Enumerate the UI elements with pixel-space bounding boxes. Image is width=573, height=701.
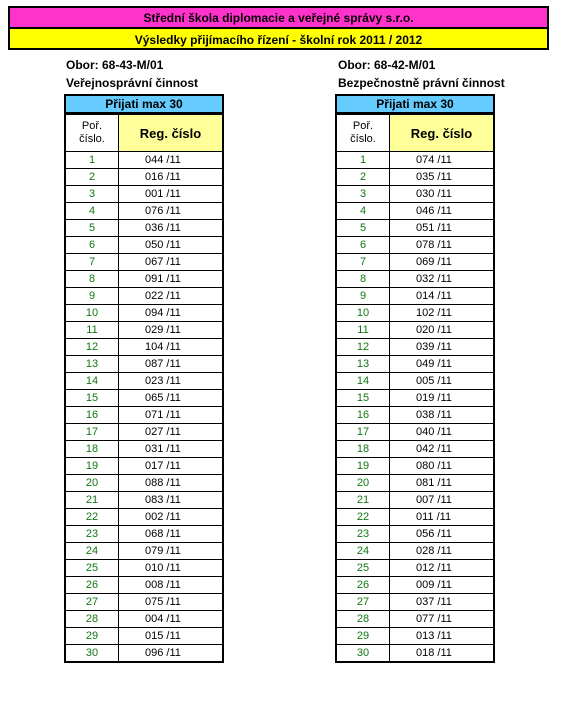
reg-number: 102 /11 <box>390 305 495 322</box>
order-number: 23 <box>336 526 390 543</box>
table-row <box>65 339 223 356</box>
order-number: 18 <box>336 441 390 458</box>
results-title-bar <box>8 27 549 50</box>
program-name-left: Veřejnosprávní činnost <box>66 76 199 90</box>
max-admitted-label: Přijati max 30 <box>335 94 495 114</box>
reg-number: 049 /11 <box>390 356 495 373</box>
order-number: 26 <box>65 577 119 594</box>
table-row <box>336 475 494 492</box>
table-row <box>65 288 223 305</box>
reg-number: 019 /11 <box>390 390 495 407</box>
table-row <box>65 577 223 594</box>
reg-number: 037 /11 <box>390 594 495 611</box>
table-row <box>65 237 223 254</box>
reg-number: 027 /11 <box>119 424 224 441</box>
order-number: 30 <box>65 645 119 663</box>
school-title: Střední škola diplomacie a veřejné správy s.r.o. <box>143 11 414 25</box>
table-row <box>65 152 223 169</box>
order-number: 22 <box>336 509 390 526</box>
table-row <box>336 509 494 526</box>
admitted-table <box>64 114 224 663</box>
order-number: 20 <box>336 475 390 492</box>
order-number: 22 <box>65 509 119 526</box>
reg-number: 029 /11 <box>119 322 224 339</box>
table-row <box>336 594 494 611</box>
table-row <box>65 645 223 663</box>
table-row <box>65 458 223 475</box>
table-row <box>65 169 223 186</box>
order-number: 10 <box>65 305 119 322</box>
reg-number: 071 /11 <box>119 407 224 424</box>
order-number: 13 <box>336 356 390 373</box>
reg-number: 004 /11 <box>119 611 224 628</box>
table-row <box>336 628 494 645</box>
table-row <box>65 271 223 288</box>
order-number: 28 <box>65 611 119 628</box>
reg-number: 069 /11 <box>390 254 495 271</box>
reg-number: 087 /11 <box>119 356 224 373</box>
order-number: 3 <box>65 186 119 203</box>
reg-number: 017 /11 <box>119 458 224 475</box>
table-row <box>65 441 223 458</box>
table-row <box>65 390 223 407</box>
table-row <box>65 322 223 339</box>
table-row <box>336 203 494 220</box>
table-row <box>336 492 494 509</box>
admitted-table <box>335 114 495 663</box>
table-row <box>336 305 494 322</box>
reg-number: 016 /11 <box>119 169 224 186</box>
reg-number: 077 /11 <box>390 611 495 628</box>
table-row <box>65 509 223 526</box>
table-row <box>336 152 494 169</box>
table-row <box>65 356 223 373</box>
reg-number: 065 /11 <box>119 390 224 407</box>
order-number: 17 <box>65 424 119 441</box>
reg-number-header: Reg. číslo <box>119 115 224 152</box>
order-number: 9 <box>336 288 390 305</box>
order-number: 10 <box>336 305 390 322</box>
order-number: 4 <box>336 203 390 220</box>
reg-number: 008 /11 <box>119 577 224 594</box>
reg-number: 005 /11 <box>390 373 495 390</box>
reg-number: 001 /11 <box>119 186 224 203</box>
order-number: 13 <box>65 356 119 373</box>
table-row <box>336 254 494 271</box>
reg-number: 002 /11 <box>119 509 224 526</box>
order-number: 7 <box>336 254 390 271</box>
order-number: 5 <box>65 220 119 237</box>
order-number: 14 <box>65 373 119 390</box>
reg-number: 030 /11 <box>390 186 495 203</box>
table-row <box>65 628 223 645</box>
table-row <box>336 458 494 475</box>
reg-number: 094 /11 <box>119 305 224 322</box>
program-name-right: Bezpečnostně právní činnost <box>338 76 505 90</box>
reg-number: 079 /11 <box>119 543 224 560</box>
reg-number: 076 /11 <box>119 203 224 220</box>
reg-number: 096 /11 <box>119 645 224 663</box>
reg-number: 011 /11 <box>390 509 495 526</box>
reg-number: 036 /11 <box>119 220 224 237</box>
reg-number: 091 /11 <box>119 271 224 288</box>
table-row <box>336 560 494 577</box>
reg-number: 081 /11 <box>390 475 495 492</box>
order-number: 6 <box>336 237 390 254</box>
order-number: 2 <box>336 169 390 186</box>
reg-number: 046 /11 <box>390 203 495 220</box>
reg-number: 035 /11 <box>390 169 495 186</box>
order-number: 6 <box>65 237 119 254</box>
order-number: 25 <box>336 560 390 577</box>
table-row <box>65 560 223 577</box>
order-number: 21 <box>336 492 390 509</box>
admitted-list-left <box>64 94 224 663</box>
order-number: 30 <box>336 645 390 663</box>
obor-code-right: Obor: 68-42-M/01 <box>338 58 436 72</box>
reg-number: 044 /11 <box>119 152 224 169</box>
reg-number: 068 /11 <box>119 526 224 543</box>
reg-number: 014 /11 <box>390 288 495 305</box>
table-row <box>336 645 494 663</box>
table-row <box>336 390 494 407</box>
table-row <box>336 271 494 288</box>
order-number: 27 <box>65 594 119 611</box>
order-number: 9 <box>65 288 119 305</box>
order-number: 21 <box>65 492 119 509</box>
order-number: 28 <box>336 611 390 628</box>
table-row <box>65 407 223 424</box>
table-row <box>336 407 494 424</box>
reg-number: 032 /11 <box>390 271 495 288</box>
order-number: 1 <box>65 152 119 169</box>
table-header-row <box>65 115 223 152</box>
reg-number-header: Reg. číslo <box>390 115 495 152</box>
reg-number: 067 /11 <box>119 254 224 271</box>
table-row <box>336 424 494 441</box>
order-number: 20 <box>65 475 119 492</box>
reg-number: 083 /11 <box>119 492 224 509</box>
table-row <box>65 203 223 220</box>
order-number: 15 <box>336 390 390 407</box>
reg-number: 022 /11 <box>119 288 224 305</box>
admitted-list-right <box>335 94 495 663</box>
order-number: 18 <box>65 441 119 458</box>
table-row <box>336 526 494 543</box>
table-row <box>65 526 223 543</box>
table-row <box>336 356 494 373</box>
table-row <box>336 373 494 390</box>
order-number-header: Poř. číslo. <box>336 115 390 152</box>
reg-number: 104 /11 <box>119 339 224 356</box>
reg-number: 009 /11 <box>390 577 495 594</box>
reg-number: 023 /11 <box>119 373 224 390</box>
table-row <box>65 475 223 492</box>
table-row <box>336 237 494 254</box>
school-title-bar <box>8 6 549 28</box>
order-number: 4 <box>65 203 119 220</box>
reg-number: 050 /11 <box>119 237 224 254</box>
order-number: 27 <box>336 594 390 611</box>
reg-number: 040 /11 <box>390 424 495 441</box>
order-number: 12 <box>336 339 390 356</box>
order-number: 2 <box>65 169 119 186</box>
reg-number: 010 /11 <box>119 560 224 577</box>
order-number: 15 <box>65 390 119 407</box>
reg-number: 012 /11 <box>390 560 495 577</box>
table-row <box>65 424 223 441</box>
reg-number: 020 /11 <box>390 322 495 339</box>
order-number: 11 <box>65 322 119 339</box>
table-row <box>336 543 494 560</box>
reg-number: 028 /11 <box>390 543 495 560</box>
table-header-row <box>336 115 494 152</box>
order-number: 12 <box>65 339 119 356</box>
table-row <box>336 577 494 594</box>
order-number: 25 <box>65 560 119 577</box>
order-number: 11 <box>336 322 390 339</box>
reg-number: 080 /11 <box>390 458 495 475</box>
table-row <box>336 611 494 628</box>
reg-number: 088 /11 <box>119 475 224 492</box>
order-number: 5 <box>336 220 390 237</box>
order-number: 29 <box>336 628 390 645</box>
reg-number: 031 /11 <box>119 441 224 458</box>
reg-number: 056 /11 <box>390 526 495 543</box>
table-row <box>65 594 223 611</box>
max-admitted-label: Přijati max 30 <box>64 94 224 114</box>
reg-number: 038 /11 <box>390 407 495 424</box>
order-number: 24 <box>336 543 390 560</box>
order-number: 1 <box>336 152 390 169</box>
order-number: 17 <box>336 424 390 441</box>
order-number: 8 <box>65 271 119 288</box>
order-number: 24 <box>65 543 119 560</box>
reg-number: 013 /11 <box>390 628 495 645</box>
order-number: 3 <box>336 186 390 203</box>
table-row <box>65 492 223 509</box>
table-row <box>65 220 223 237</box>
table-row <box>65 305 223 322</box>
order-number: 19 <box>336 458 390 475</box>
order-number: 8 <box>336 271 390 288</box>
reg-number: 042 /11 <box>390 441 495 458</box>
obor-code-left: Obor: 68-43-M/01 <box>66 58 164 72</box>
table-row <box>65 543 223 560</box>
reg-number: 051 /11 <box>390 220 495 237</box>
order-number: 29 <box>65 628 119 645</box>
reg-number: 075 /11 <box>119 594 224 611</box>
table-row <box>336 441 494 458</box>
order-number: 16 <box>336 407 390 424</box>
table-row <box>65 254 223 271</box>
order-number: 23 <box>65 526 119 543</box>
results-title: Výsledky přijímacího řízení - školní rok 2011 / 2012 <box>134 33 423 47</box>
table-row <box>65 611 223 628</box>
order-number: 7 <box>65 254 119 271</box>
order-number: 14 <box>336 373 390 390</box>
order-number: 26 <box>336 577 390 594</box>
table-row <box>336 220 494 237</box>
reg-number: 039 /11 <box>390 339 495 356</box>
table-row <box>65 373 223 390</box>
table-row <box>336 288 494 305</box>
table-row <box>65 186 223 203</box>
order-number-header: Poř. číslo. <box>65 115 119 152</box>
order-number: 19 <box>65 458 119 475</box>
table-row <box>336 339 494 356</box>
table-row <box>336 322 494 339</box>
reg-number: 018 /11 <box>390 645 495 663</box>
reg-number: 007 /11 <box>390 492 495 509</box>
table-row <box>336 186 494 203</box>
reg-number: 078 /11 <box>390 237 495 254</box>
table-row <box>336 169 494 186</box>
reg-number: 015 /11 <box>119 628 224 645</box>
order-number: 16 <box>65 407 119 424</box>
reg-number: 074 /11 <box>390 152 495 169</box>
